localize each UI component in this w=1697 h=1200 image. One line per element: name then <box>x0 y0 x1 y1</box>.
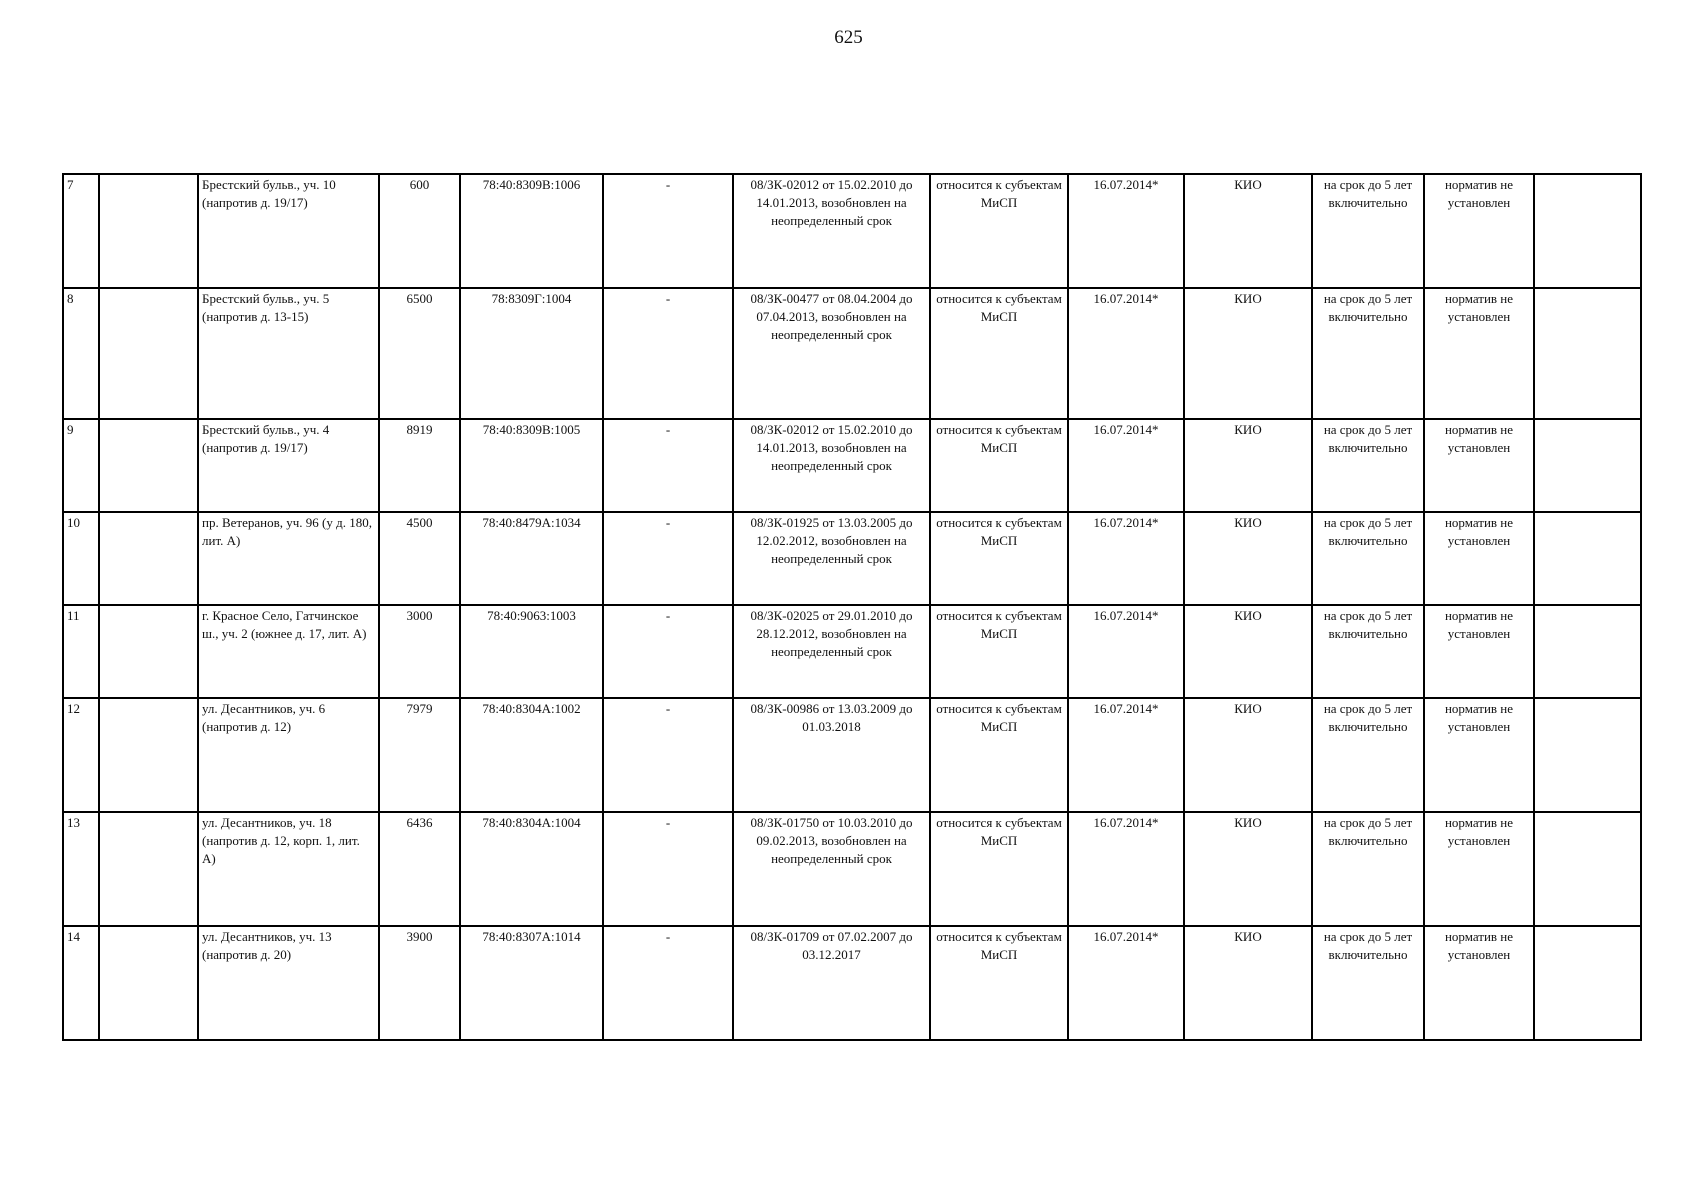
dash-cell: - <box>603 419 733 512</box>
authority-cell: КИО <box>1184 605 1312 698</box>
dash-cell: - <box>603 605 733 698</box>
authority-cell: КИО <box>1184 174 1312 288</box>
page-number: 625 <box>834 27 863 48</box>
term-cell: на срок до 5 лет включительно <box>1312 605 1424 698</box>
cadastral-number-cell: 78:40:9063:1003 <box>460 605 603 698</box>
address-cell: Брестский бульв., уч. 5 (напротив д. 13-15) <box>198 288 379 419</box>
date-cell: 16.07.2014* <box>1068 174 1184 288</box>
authority-cell: КИО <box>1184 812 1312 926</box>
empty-cell <box>99 512 198 605</box>
category-cell: относится к субъектам МиСП <box>930 174 1068 288</box>
row-number-cell: 10 <box>63 512 99 605</box>
cadastral-number-cell: 78:8309Г:1004 <box>460 288 603 419</box>
date-cell: 16.07.2014* <box>1068 288 1184 419</box>
table-row <box>63 288 1641 419</box>
contract-cell: 08/ЗК-01925 от 13.03.2005 до 12.02.2012, возобновлен на неопределенный срок <box>733 512 930 605</box>
contract-cell: 08/ЗК-01750 от 10.03.2010 до 09.02.2013, возобновлен на неопределенный срок <box>733 812 930 926</box>
table-row <box>63 926 1641 1040</box>
category-cell: относится к субъектам МиСП <box>930 698 1068 812</box>
area-cell: 7979 <box>379 698 460 812</box>
area-cell: 3000 <box>379 605 460 698</box>
empty-cell <box>99 698 198 812</box>
address-cell: Брестский бульв., уч. 4 (напротив д. 19/17) <box>198 419 379 512</box>
empty-cell <box>99 174 198 288</box>
address-cell: ул. Десантников, уч. 13 (напротив д. 20) <box>198 926 379 1040</box>
registry-table <box>62 173 1642 1041</box>
contract-cell: 08/ЗК-00986 от 13.03.2009 до 01.03.2018 <box>733 698 930 812</box>
category-cell: относится к субъектам МиСП <box>930 419 1068 512</box>
cadastral-number-cell: 78:40:8479А:1034 <box>460 512 603 605</box>
authority-cell: КИО <box>1184 419 1312 512</box>
dash-cell: - <box>603 288 733 419</box>
cadastral-number-cell: 78:40:8304А:1004 <box>460 812 603 926</box>
date-cell: 16.07.2014* <box>1068 926 1184 1040</box>
last-cell <box>1534 605 1641 698</box>
last-cell <box>1534 926 1641 1040</box>
empty-cell <box>99 926 198 1040</box>
dash-cell: - <box>603 926 733 1040</box>
norm-cell: норматив не установлен <box>1424 605 1534 698</box>
date-cell: 16.07.2014* <box>1068 605 1184 698</box>
norm-cell: норматив не установлен <box>1424 419 1534 512</box>
table-body <box>63 174 1641 1040</box>
table-row <box>63 512 1641 605</box>
category-cell: относится к субъектам МиСП <box>930 605 1068 698</box>
table-row <box>63 174 1641 288</box>
table-row <box>63 605 1641 698</box>
row-number-cell: 7 <box>63 174 99 288</box>
norm-cell: норматив не установлен <box>1424 698 1534 812</box>
row-number-cell: 12 <box>63 698 99 812</box>
last-cell <box>1534 174 1641 288</box>
row-number-cell: 13 <box>63 812 99 926</box>
category-cell: относится к субъектам МиСП <box>930 288 1068 419</box>
date-cell: 16.07.2014* <box>1068 812 1184 926</box>
cadastral-number-cell: 78:40:8309В:1006 <box>460 174 603 288</box>
norm-cell: норматив не установлен <box>1424 512 1534 605</box>
norm-cell: норматив не установлен <box>1424 288 1534 419</box>
last-cell <box>1534 698 1641 812</box>
row-number-cell: 14 <box>63 926 99 1040</box>
address-cell: ул. Десантников, уч. 18 (напротив д. 12, корп. 1, лит. А) <box>198 812 379 926</box>
norm-cell: норматив не установлен <box>1424 812 1534 926</box>
address-cell: г. Красное Село, Гатчинское ш., уч. 2 (южнее д. 17, лит. А) <box>198 605 379 698</box>
area-cell: 4500 <box>379 512 460 605</box>
authority-cell: КИО <box>1184 512 1312 605</box>
table-row <box>63 698 1641 812</box>
address-cell: пр. Ветеранов, уч. 96 (у д. 180, лит. А) <box>198 512 379 605</box>
date-cell: 16.07.2014* <box>1068 512 1184 605</box>
dash-cell: - <box>603 174 733 288</box>
category-cell: относится к субъектам МиСП <box>930 926 1068 1040</box>
category-cell: относится к субъектам МиСП <box>930 512 1068 605</box>
cadastral-number-cell: 78:40:8304А:1002 <box>460 698 603 812</box>
row-number-cell: 8 <box>63 288 99 419</box>
table-row <box>63 419 1641 512</box>
last-cell <box>1534 512 1641 605</box>
contract-cell: 08/ЗК-02012 от 15.02.2010 до 14.01.2013, возобновлен на неопределенный срок <box>733 174 930 288</box>
row-number-cell: 11 <box>63 605 99 698</box>
dash-cell: - <box>603 512 733 605</box>
date-cell: 16.07.2014* <box>1068 698 1184 812</box>
empty-cell <box>99 419 198 512</box>
area-cell: 6500 <box>379 288 460 419</box>
term-cell: на срок до 5 лет включительно <box>1312 812 1424 926</box>
dash-cell: - <box>603 812 733 926</box>
contract-cell: 08/ЗК-02025 от 29.01.2010 до 28.12.2012, возобновлен на неопределенный срок <box>733 605 930 698</box>
authority-cell: КИО <box>1184 288 1312 419</box>
address-cell: Брестский бульв., уч. 10 (напротив д. 19/17) <box>198 174 379 288</box>
authority-cell: КИО <box>1184 698 1312 812</box>
date-cell: 16.07.2014* <box>1068 419 1184 512</box>
contract-cell: 08/ЗК-00477 от 08.04.2004 до 07.04.2013, возобновлен на неопределенный срок <box>733 288 930 419</box>
empty-cell <box>99 288 198 419</box>
area-cell: 6436 <box>379 812 460 926</box>
last-cell <box>1534 419 1641 512</box>
norm-cell: норматив не установлен <box>1424 926 1534 1040</box>
empty-cell <box>99 605 198 698</box>
dash-cell: - <box>603 698 733 812</box>
area-cell: 3900 <box>379 926 460 1040</box>
term-cell: на срок до 5 лет включительно <box>1312 419 1424 512</box>
term-cell: на срок до 5 лет включительно <box>1312 512 1424 605</box>
last-cell <box>1534 288 1641 419</box>
term-cell: на срок до 5 лет включительно <box>1312 288 1424 419</box>
authority-cell: КИО <box>1184 926 1312 1040</box>
address-cell: ул. Десантников, уч. 6 (напротив д. 12) <box>198 698 379 812</box>
cadastral-number-cell: 78:40:8309В:1005 <box>460 419 603 512</box>
contract-cell: 08/ЗК-02012 от 15.02.2010 до 14.01.2013, возобновлен на неопределенный срок <box>733 419 930 512</box>
row-number-cell: 9 <box>63 419 99 512</box>
norm-cell: норматив не установлен <box>1424 174 1534 288</box>
last-cell <box>1534 812 1641 926</box>
category-cell: относится к субъектам МиСП <box>930 812 1068 926</box>
term-cell: на срок до 5 лет включительно <box>1312 698 1424 812</box>
area-cell: 600 <box>379 174 460 288</box>
term-cell: на срок до 5 лет включительно <box>1312 926 1424 1040</box>
table-row <box>63 812 1641 926</box>
term-cell: на срок до 5 лет включительно <box>1312 174 1424 288</box>
cadastral-number-cell: 78:40:8307А:1014 <box>460 926 603 1040</box>
empty-cell <box>99 812 198 926</box>
area-cell: 8919 <box>379 419 460 512</box>
contract-cell: 08/ЗК-01709 от 07.02.2007 до 03.12.2017 <box>733 926 930 1040</box>
